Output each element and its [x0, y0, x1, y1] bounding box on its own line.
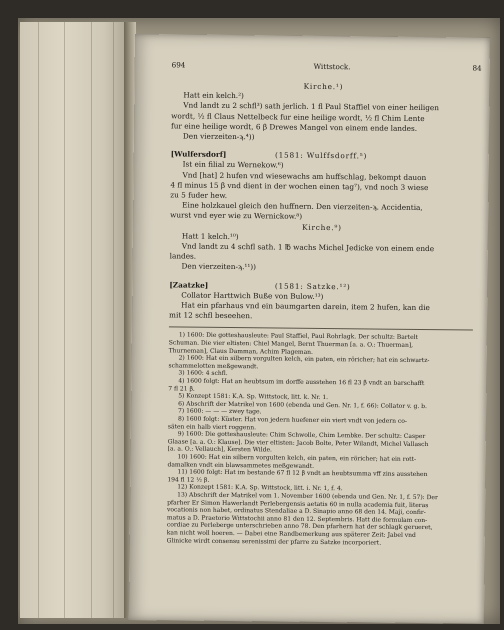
text-line: 4 fl minus 15 β vnd dient in der wochen einen tag⁷), vnd noch 3 wiese	[170, 180, 429, 192]
section-heading: (1581: Satzke.¹²)	[274, 281, 351, 291]
footnote-line: 13) Abschrift der Matrikel vom 1. November 1600 (ebenda und Gen. Nr. 1, f. 57): Der	[177, 491, 438, 502]
footnotes	[167, 332, 473, 548]
page-header	[171, 60, 482, 75]
right-page	[129, 34, 490, 624]
footnote-line: 12) Konzept 1581: K.A. Sp. Wittstock, litt. i. Nr. 1, f. 4.	[177, 483, 343, 493]
text-line: Hatt 1 kelch.¹⁰)	[181, 231, 239, 241]
text-line: Vnd landt zu 2 schfl³) sath jerlich. 1 fl Paul Staffiel von einer heiligen	[183, 100, 440, 113]
footnote-line: Glinicke wirdt consensu serenissimi der pfarre zu Satzke incorporiert.	[166, 536, 382, 547]
footnote-line: 6) Abschrift der Matrikel von 1600 (ebenda und Gen. Nr. 1, f. 66): Collator v. g. b.	[178, 400, 427, 410]
heading-kirche: Kirche.¹)	[303, 81, 344, 92]
text-line: landes.	[169, 251, 197, 261]
footnote-line: Glaase [a. a. O.: Klause]. Die vier eltisten: Jacob Bolte, Peter Wilandt, Michel Vallasch	[167, 438, 429, 448]
footnote-line: 5) Konzept 1581: K.A. Sp. Wittstock, litt. k. Nr. 1.	[178, 392, 329, 402]
footnote-line: [a. a. O.: Vellauch], Kersten Wilde.	[167, 445, 272, 454]
left-page-edge	[20, 22, 126, 618]
section-heading: (1581: Wulffsdorff.⁵)	[274, 150, 368, 161]
footnote-line: 1) 1600: Die gotteshausleute: Paul Staffiel, Paul Rohrlagk. Der schultz: Bartelt	[178, 331, 418, 342]
footnote-line: 3) 1600: 4 schfl.	[178, 369, 228, 378]
section-tag: [Wulfersdorf]	[170, 149, 227, 160]
footnote-line: pfarher Er Simon Hawerlandt Perlebergensis aetatis 60 in nulla academia fuit, literas	[167, 498, 429, 509]
footnote-line: 8) 1600 folgt: Küster. Hat von jedern huefener ein viert vndt von jedern co-	[177, 415, 407, 425]
text-line: Vnd [hat] 2 hufen vnd wiesewachs am huffschlag, bekompt dauon	[182, 170, 427, 182]
footnote-line: 2) 1600: Hat ein silbern vorgulten kelch, ein paten, ein röricher; hat ein schwartz-	[178, 354, 430, 365]
text-line: Hat ein pfarhaus vnd ein baumgarten darein, item 2 hufen, kan die	[181, 300, 430, 313]
footnote-line: matus a D. Praetorio Wittstochii anno 81 den 12. Septembris. Hatt die formulam con-	[166, 514, 428, 524]
text-line: wurst vnd eyer wie zu Wernickow.⁸)	[170, 210, 303, 222]
footnote-line: schammelotten meßgewandt.	[168, 362, 259, 371]
page-number: 694	[171, 60, 186, 70]
footnote-line: 10) 1600: Hat ein silbern vorgulten kelch, ein paten, ein röricher; hat ein rott-	[177, 453, 417, 463]
text-line: Den vierzeiten-ϡ.¹¹))	[181, 261, 257, 272]
footnote-line: 7) 1600: — — — zwey tage.	[178, 407, 262, 416]
text-line: Collator Harttwich Buße von Bulow.¹³)	[181, 290, 324, 301]
running-title: Wittstock.	[313, 61, 351, 72]
page-body	[167, 80, 476, 547]
footnote-line: damalken vndt ein blawsammetes meßgewandt.	[167, 460, 315, 470]
footnote-line: Schuman. Die vier eltisten: Chiel Mangel, Bernt Thuerman [a. a. O.: Thuerman],	[168, 339, 414, 349]
footnote-line: Thurneman], Claus Damman, Achim Plageman.	[168, 347, 314, 356]
footnote-line: säten ein halb viert roggenn.	[167, 422, 257, 431]
footnote-line: 7 fl 21 β.	[168, 384, 195, 393]
footnote-line: 4) 1600 folgt: Hat an heubtsum im dorffe ausstehen 16 fl 23 β vndt an barschafft	[178, 377, 425, 388]
footnote-line: vocationis non habet, ordinatus Stendaliae a D. Sinapio anno 68 den 14. Maji, confir-	[166, 506, 426, 517]
text-line: Eine holzkauel gleich den huffnern. Den vierzeiten-ϡ. Accidentia,	[182, 200, 423, 213]
footnote-line: 194 fl 12 ½ β.	[167, 476, 210, 484]
section-zaatzke	[169, 279, 473, 324]
text-line: Hatt ein kelch.²)	[183, 90, 244, 101]
text-line: Ist ein filial zu Wernekow.⁶)	[182, 159, 284, 170]
footnote-line: cordiae zu Perleberge unterschrieben anno 78. Den pfarhern hat der schlagk gerueret,	[166, 521, 433, 532]
heading-kirche: Kirche.⁹)	[302, 222, 342, 232]
text-line: fur eine heilige wordt, 6 β Drewes Mangel von einem ende landes.	[170, 121, 418, 133]
text-line: Den vierzeiten-ϡ.⁴))	[182, 131, 255, 142]
footnote-rule	[169, 327, 473, 331]
footnote-line: 9) 1600: Die gotteshausleute: Chim Schwolle, Chim Lembke. Der schultz: Casper	[177, 430, 426, 441]
text-line: zu 5 fuder hew.	[170, 190, 228, 201]
section-wulfersdorf	[170, 149, 475, 276]
text-line: mit 12 schfl beseehen.	[169, 310, 253, 321]
text-line: wordt, ½ fl Claus Nettelbeck fur eine heilige wordt, ½ fl Chim Lente	[171, 110, 425, 123]
section-tag: [Zaatzke]	[169, 280, 209, 290]
footnote-line: kan nicht woll hoeren. — Dabei eine Randbemerkung aus späterer Zeit: Jabel vnd	[166, 529, 416, 539]
footnote-line: 11) 1600 folgt: Hat im bestande 67 fl 12 β vndt an heubtsumma vff zins ausstehen	[177, 468, 428, 479]
text-line: Vnd landt zu 4 schfl sath. 1 ℔ wachs Michel Jedicke von einem ende	[181, 241, 435, 254]
side-number: 84	[472, 63, 482, 73]
